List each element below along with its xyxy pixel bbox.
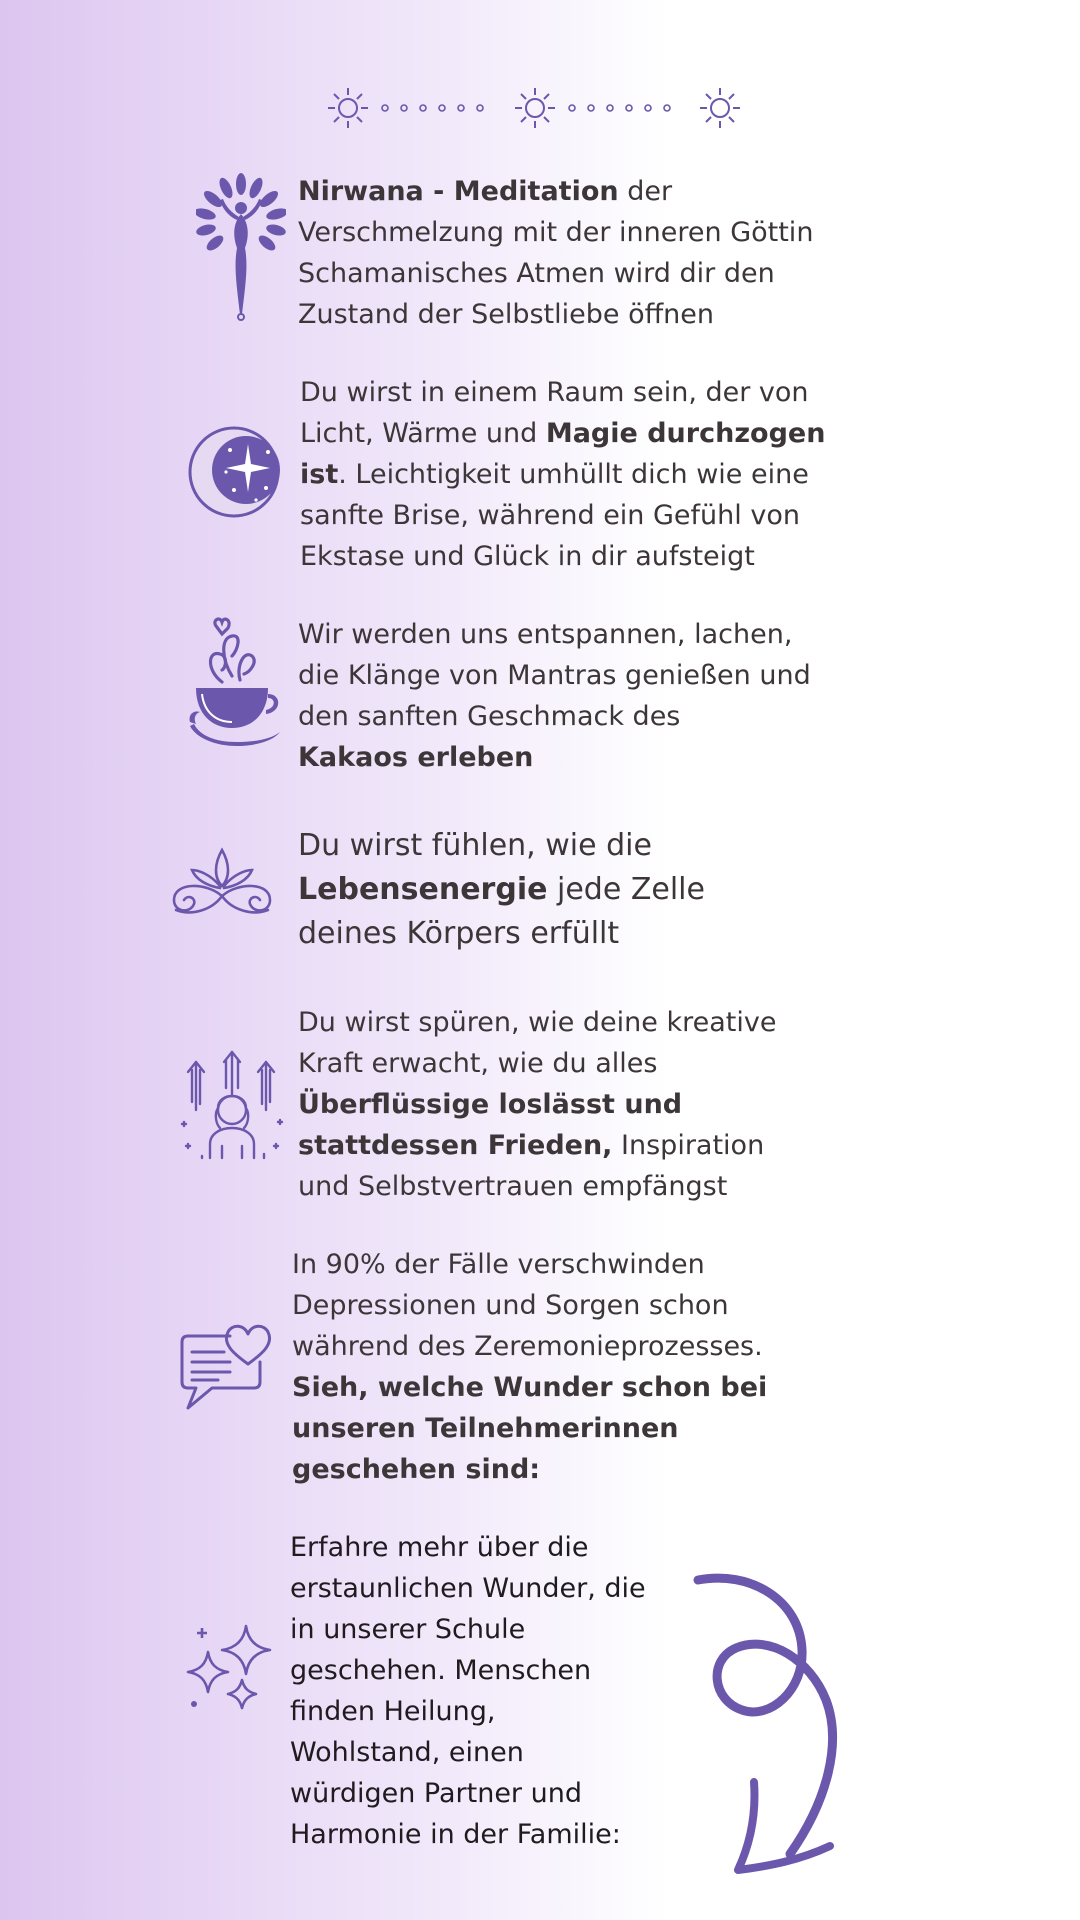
moon-star-icon (186, 424, 282, 520)
message-heart-icon (178, 1320, 272, 1412)
lotus-icon (166, 846, 278, 920)
cocoa-cup-icon (186, 616, 282, 752)
item-lotus-text: Du wirst fühlen, wie die Lebensenergie jede Zelle deines Körpers erfüllt (298, 828, 705, 951)
sun-divider (320, 82, 750, 134)
item-woman-text: Du wirst spüren, wie deine kreative Kraft erwacht, wie du alles Überflüssige loslässt und stattdessen Frieden, Inspiration und Selbstvertrauen empfängst (298, 1007, 777, 1202)
item-goddess-text: Nirwana - Meditation der Verschmelzung mit der inneren Göttin Schamanisches Atmen wird dir den Zustand der Selbstliebe öffnen (298, 176, 814, 330)
sparkles-icon (186, 1622, 276, 1712)
rising-woman-icon (180, 1048, 284, 1160)
goddess-icon (196, 172, 286, 322)
item-cocoa-text: Wir werden uns entspannen, lachen, die Klänge von Mantras genießen und den sanften Geschmack des Kakaos erleben (298, 619, 811, 773)
item-sparkles-text: Erfahre mehr über die erstaunlichen Wunder, die in unserer Schule geschehen. Menschen finden Heilung, Wohlstand, einen würdigen Partner und Harmonie in der Familie: (290, 1532, 646, 1850)
item-moon-text: Du wirst in einem Raum sein, der von Licht, Wärme und Magie durchzogen ist. Leichtigkeit umhüllt dich wie eine sanfte Brise, während ein Gefühl von Ekstase und Glück in dir aufsteigt (300, 377, 826, 572)
dot-row-right (569, 105, 670, 111)
swirl-arrow-down-icon (690, 1570, 870, 1900)
item-message-text: In 90% der Fälle verschwinden Depressionen und Sorgen schon während des Zeremonieprozesses. Sieh, welche Wunder schon bei unseren Teilnehmerinnen geschehen sind: (292, 1249, 768, 1485)
dot-row-left (382, 105, 483, 111)
sun-icon (515, 88, 555, 128)
sun-icon (328, 88, 368, 128)
item-title: Nirwana - Meditation (298, 176, 619, 207)
sun-icon (700, 88, 740, 128)
